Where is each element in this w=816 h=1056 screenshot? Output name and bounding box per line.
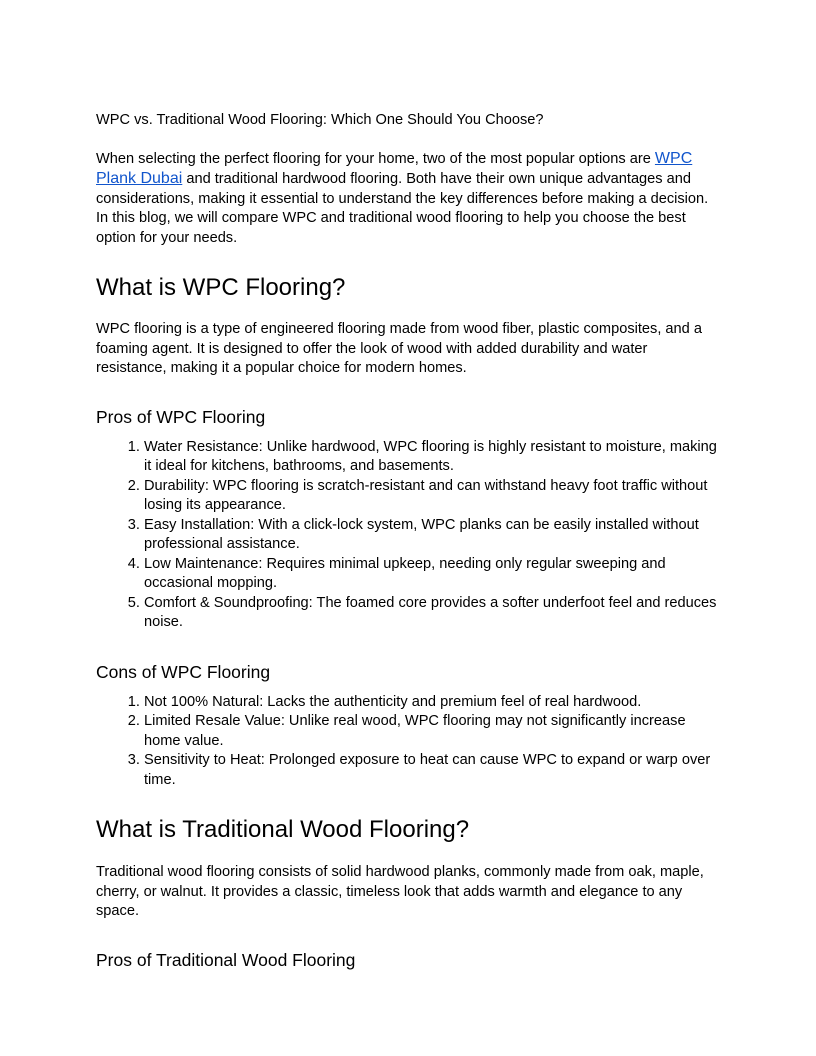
wpc-description: WPC flooring is a type of engineered flooring made from wood fiber, plastic composites, and a foaming agent. It is designed to offer the look of wood with added durability and water resistance, making it a popular choice for modern homes. (96, 321, 702, 376)
list-item: 2. Limited Resale Value: Unlike real wood, WPC flooring may not significantly increase home value. (144, 712, 720, 751)
intro-text-after-link: and traditional hardwood flooring. Both have their own unique advantages and considerations, making it essential to understand the key differences before making a decision. In this blog, we will compare WPC and traditional wood flooring to help you choose the best option for your needs. (96, 171, 709, 246)
wpc-plank-dubai-link[interactable]: WPC Plank Dubai (96, 149, 693, 187)
list-item: 5. Comfort & Soundproofing: The foamed core provides a softer underfoot feel and reduces noise. (144, 594, 720, 633)
wpc-cons-list (96, 693, 720, 791)
intro-paragraph (96, 149, 720, 249)
intro-text-before-link: When selecting the perfect flooring for your home, two of the most popular options are (96, 150, 655, 167)
heading-pros-wpc: Pros of WPC Flooring (96, 406, 266, 427)
list-item: 3. Easy Installation: With a click-lock system, WPC planks can be easily installed without professional assistance. (144, 516, 720, 555)
list-item: 1. Water Resistance: Unlike hardwood, WPC flooring is highly resistant to moisture, making it ideal for kitchens, bathrooms, and basements. (144, 438, 720, 477)
traditional-description: Traditional wood flooring consists of solid hardwood planks, commonly made from oak, maple, cherry, or walnut. It provides a classic, timeless look that adds warmth and elegance to any space. (96, 864, 704, 919)
list-item: 2. Durability: WPC flooring is scratch-resistant and can withstand heavy foot traffic without losing its appearance. (144, 477, 720, 516)
heading-what-is-wpc: What is WPC Flooring? (96, 274, 346, 301)
wpc-pros-list (96, 438, 720, 633)
list-item: 3. Sensitivity to Heat: Prolonged exposure to heat can cause WPC to expand or warp over time. (144, 751, 720, 790)
list-item: 1. Not 100% Natural: Lacks the authenticity and premium feel of real hardwood. (144, 693, 720, 713)
heading-cons-wpc: Cons of WPC Flooring (96, 661, 271, 682)
document-title: WPC vs. Traditional Wood Flooring: Which One Should You Choose? (96, 112, 544, 128)
heading-pros-traditional: Pros of Traditional Wood Flooring (96, 949, 356, 970)
heading-what-is-traditional-wood: What is Traditional Wood Flooring? (96, 816, 470, 843)
list-item: 4. Low Maintenance: Requires minimal upkeep, needing only regular sweeping and occasional mopping. (144, 555, 720, 594)
